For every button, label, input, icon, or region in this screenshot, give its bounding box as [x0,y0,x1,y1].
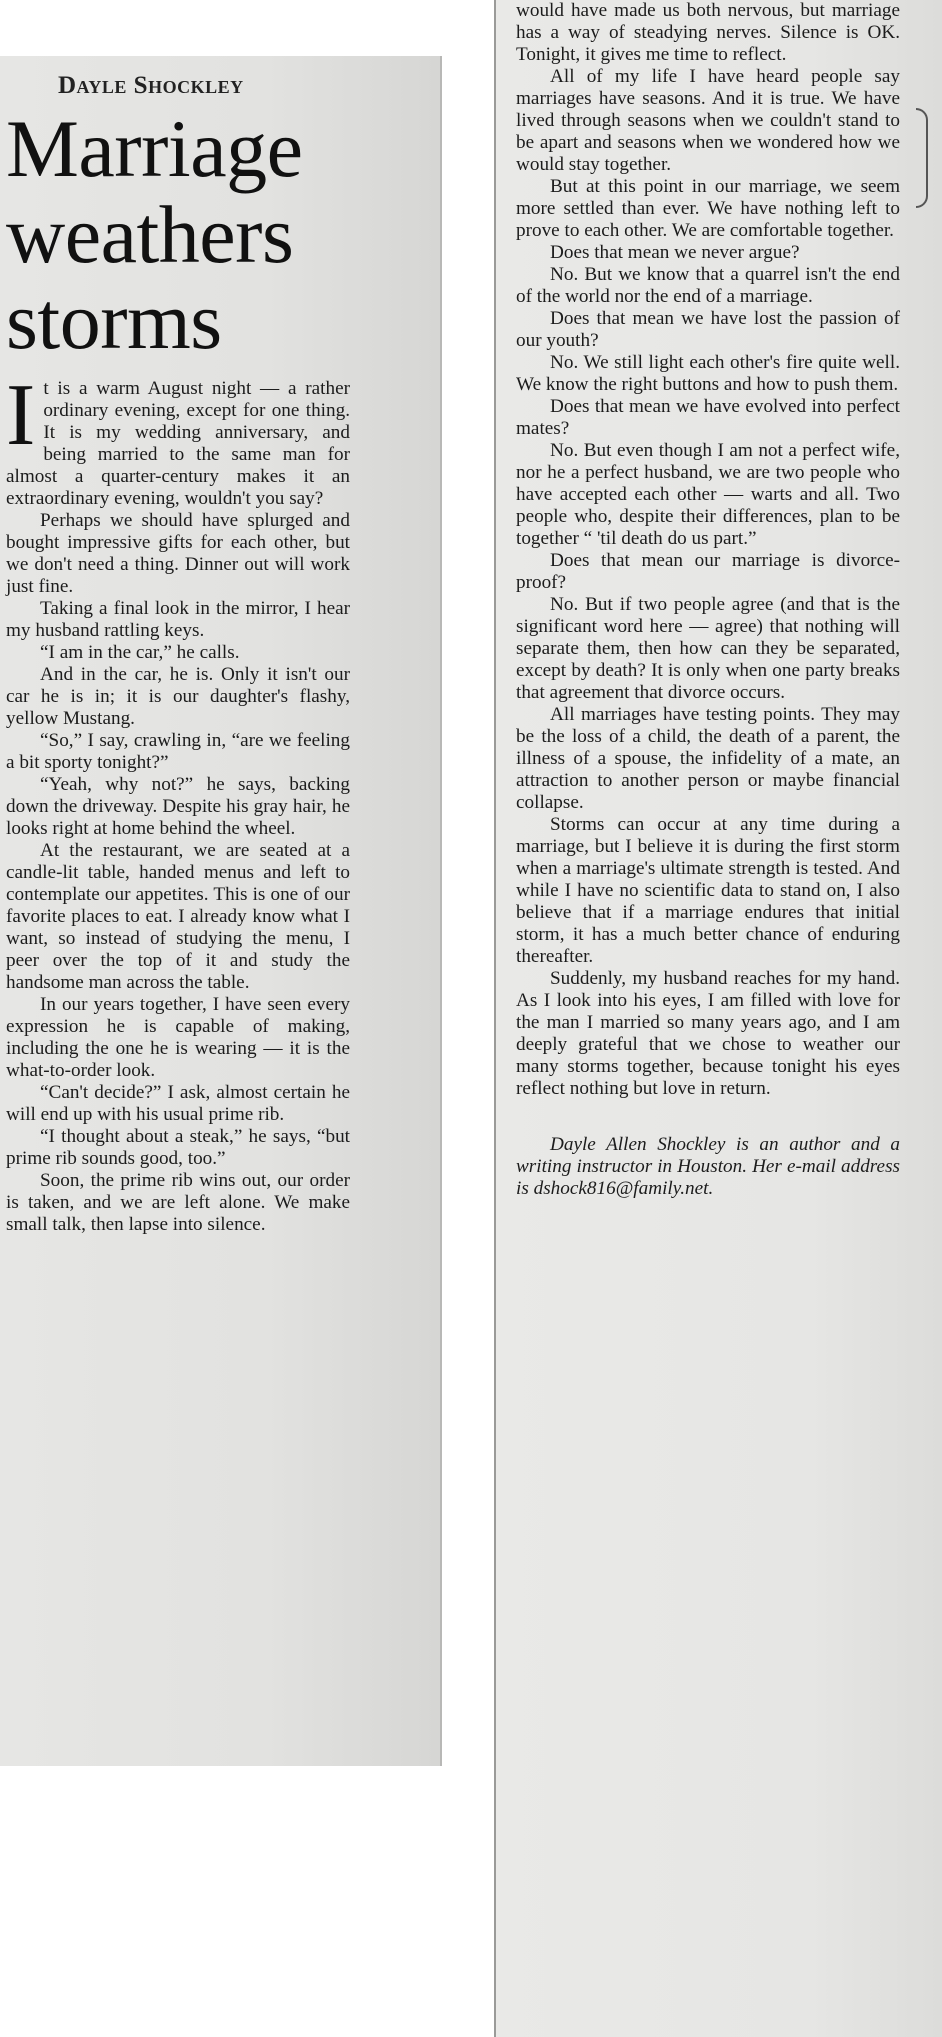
paragraph: “Yeah, why not?” he says, backing down the driveway. Despite his gray hair, he looks right at home behind the wheel. [6,774,350,839]
paragraph: Soon, the prime rib wins out, our order is taken, and we are left alone. We make small talk, then lapse into silence. [6,1170,350,1235]
headline: Marriage weathers storms [6,103,303,366]
author-bio: Dayle Allen Shockley is an author and a writing instructor in Houston. Her e-mail address is dshock816@family.net. [516,1134,900,1199]
paragraph: “So,” I say, crawling in, “are we feeling a bit sporty tonight?” [6,730,350,773]
paragraph: Suddenly, my husband reaches for my hand. As I look into his eyes, I am filled with love for the man I married so many years ago, and I am deeply grateful that we chose to weather our many storms together, because tonight his eyes reflect nothing but love in return. [516,968,900,1099]
paragraph: “I thought about a steak,” he says, “but prime rib sounds good, too.” [6,1126,350,1169]
paragraph: Perhaps we should have splurged and bought impressive gifts for each other, but we don't need a thing. Dinner out will work just fine. [6,510,350,597]
paragraph: “Can't decide?” I ask, almost certain he will end up with his usual prime rib. [6,1082,350,1125]
paragraph: And in the car, he is. Only it isn't our car he is in; it is our daughter's flashy, yellow Mustang. [6,664,350,729]
paragraph: Storms can occur at any time during a marriage, but I believe it is during the first storm when a marriage's ultimate strength is tested. And while I have no scientific data to stand on, I also believe that if a marriage endures that initial storm, it has a much better chance of enduring thereafter. [516,814,900,967]
paragraph: But at this point in our marriage, we seem more settled than ever. We have nothing left to prove to each other. We are comfortable together. [516,176,900,241]
article-column-left [0,56,442,1766]
paragraph: All of my life I have heard people say marriages have seasons. And it is true. We have lived through seasons when we couldn't stand to be apart and seasons when we wondered how we would stay together. [516,66,900,175]
paragraph: “I am in the car,” he calls. [40,642,240,663]
paragraph: Taking a final look in the mirror, I hear my husband rattling keys. [6,598,350,641]
paragraph: Does that mean we never argue? [550,242,800,263]
paragraph: Does that mean we have evolved into perfect mates? [516,396,900,439]
article-column-right [494,0,942,2037]
pen-bracket-mark [916,108,928,208]
paragraph: All marriages have testing points. They may be the loss of a child, the death of a parent, the illness of a spouse, the infidelity of a mate, an attraction to another person or maybe financial collapse. [516,704,900,813]
paragraph: No. But even though I am not a perfect wife, nor he a perfect husband, we are two people who have accepted each other — warts and all. Two people who, despite their differences, plan to be together “ 'til death do us part.” [516,440,900,549]
paragraph: No. We still light each other's fire quite well. We know the right buttons and how to push them. [516,352,900,395]
byline: Dayle Shockley [58,72,244,99]
paragraph: It is a warm August night — a rather ordinary evening, except for one thing. It is my wedding anniversary, and being married to the same man for almost a quarter-century makes it an extraordinary evening, wouldn't you say? [6,367,350,509]
paragraph: would have made us both nervous, but marriage has a way of steadying nerves. Silence is OK. Tonight, it gives me time to reflect. [516,0,900,65]
paragraph: At the restaurant, we are seated at a candle-lit table, handed menus and left to contemplate our appetites. This is one of our favorite places to eat. I already know what I want, so instead of studying the menu, I peer over the top of it and study the handsome man across the table. [6,840,350,993]
right-body [516,0,900,1100]
paragraph: In our years together, I have seen every expression he is capable of making, including the one he is wearing — it is the what-to-order look. [6,994,350,1081]
drop-cap: I [6,367,36,464]
paragraph: Does that mean our marriage is divorce-proof? [516,550,900,593]
paragraph: No. But if two people agree (and that is the significant word here — agree) that nothing will separate them, then how can they be separated, except by death? It is only when one party breaks that agreement that divorce occurs. [516,594,900,703]
paragraph: Does that mean we have lost the passion of our youth? [516,308,900,351]
paragraph: No. But we know that a quarrel isn't the end of the world nor the end of a marriage. [516,264,900,307]
left-body [6,367,350,1236]
